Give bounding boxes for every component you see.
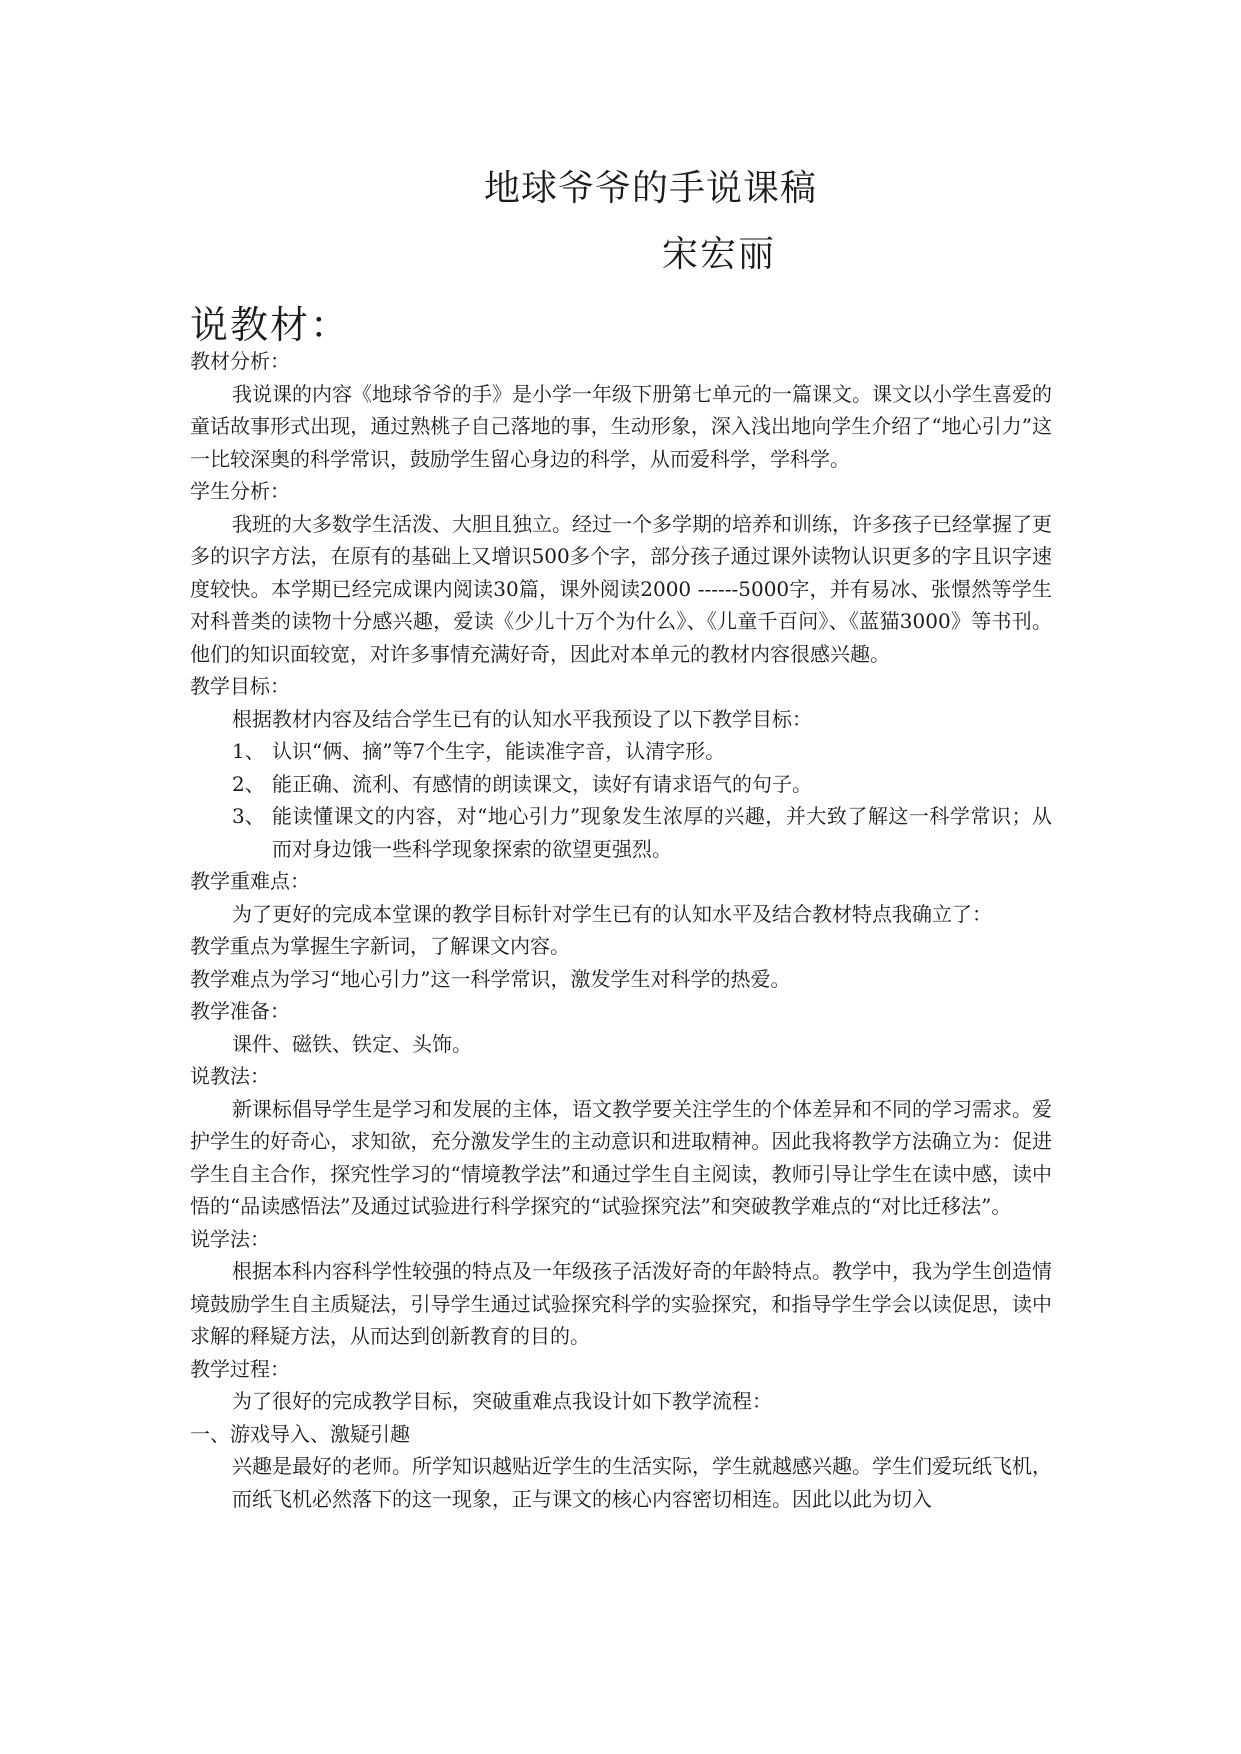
section-heading: 说教材：	[190, 303, 351, 347]
document-body	[190, 345, 1052, 1515]
process-step1-text: 兴趣是最好的老师。所学知识越贴近学生的生活实际，学生就越感兴趣。学生们爱玩纸飞机，而纸飞机必然落下的这一现象，正与课文的核心内容密切相连。因此以此为切入	[232, 1454, 1052, 1511]
learning-method-label: 说学法：	[190, 1226, 270, 1251]
key-point-text: 教学重点为掌握生字新词，了解课文内容。	[190, 934, 570, 958]
student-analysis-text: 我班的大多数学生活泼、大胆且独立。经过一个多学期的培养和训练，许多孩子已经掌握了更多的识字方法，在原有的基础上又增识500多个字，部分孩子通过课外读物认识更多的字且识字速度较快。本学期已经完成课内阅读30篇，课外阅读2000 ------5000字，并有易冰、张憬然等学生对科普类的读物十分感兴趣，爱读《少儿十万个为什么》、《儿童千百问》、《蓝猫3000》等书刊。他们的知识面较宽，对许多事情充满好奇，因此对本单元的教材内容很感兴趣。	[190, 511, 1052, 666]
author-name: 宋宏丽	[662, 234, 777, 275]
process-label: 教学过程：	[190, 1356, 290, 1381]
teaching-goals-label: 教学目标：	[190, 674, 290, 698]
key-points-label: 教学重难点：	[190, 869, 310, 893]
goal-item	[190, 768, 1052, 801]
goal-number: 3、	[232, 804, 265, 828]
textbook-analysis-text: 我说课的内容《地球爷爷的手》是小学一年级下册第七单元的一篇课文。课文以小学生喜爱的童话故事形式出现，通过熟桃子自己落地的事，生动形象，深入浅出地向学生介绍了“地心引力”这一比较深奥的科学常识，鼓励学生留心身边的科学，从而爱科学，学科学。	[190, 381, 1052, 471]
difficult-point-text: 教学难点为学习“地心引力”这一科学常识，激发学生对科学的热爱。	[190, 966, 791, 991]
process-intro: 为了很好的完成教学目标，突破重难点我设计如下教学流程：	[232, 1389, 772, 1413]
learning-method-text: 根据本科内容科学性较强的特点及一年级孩子活泼好奇的年龄特点。教学中，我为学生创造情境鼓励学生自主质疑法，引导学生通过试验探究科学的实验探究，和指导学生学会以读促思，读中求解的释疑方法，从而达到创新教育的目的。	[190, 1259, 1052, 1348]
textbook-analysis-label: 教材分析：	[190, 349, 290, 373]
preparation-text: 课件、磁铁、铁定、头饰。	[232, 1031, 472, 1056]
teaching-method-text: 新课标倡导学生是学习和发展的主体，语文教学要关注学生的个体差异和不同的学习需求。爱护学生的好奇心，求知欲，充分激发学生的主动意识和进取精神。因此我将教学方法确立为：促进学生自主合作，探究性学习的“情境教学法”和通过学生自主阅读，教师引导让学生在读中感，读中悟的“品读感悟法”及通过试验进行科学探究的“试验探究法”和突破教学难点的“对比迁移法”。	[190, 1096, 1052, 1218]
key-points-text: 为了更好的完成本堂课的教学目标针对学生已有的认知水平及结合教材特点我确立了：	[232, 901, 992, 926]
goal-item	[190, 735, 1052, 768]
teaching-goals-intro: 根据教材内容及结合学生已有的认知水平我预设了以下教学目标：	[232, 706, 812, 731]
preparation-label: 教学准备：	[190, 999, 290, 1023]
teaching-method-label: 说教法：	[190, 1064, 270, 1088]
goal-text: 认识“俩、摘”等7个生字，能读准字音，认清字形。	[272, 739, 726, 763]
goal-number: 1、	[232, 739, 265, 763]
goal-item	[190, 800, 1052, 865]
student-analysis-label: 学生分析：	[190, 479, 290, 503]
goal-text: 能读懂课文的内容，对“地心引力”现象发生浓厚的兴趣，并大致了解这一科学常识；从而对身边饿一些科学现象探索的欲望更强烈。	[272, 804, 1052, 861]
goal-number: 2、	[232, 771, 265, 796]
goal-text: 能正确、流利、有感情的朗读课文，读好有请求语气的句子。	[272, 771, 812, 796]
document-title: 地球爷爷的手说课稿	[483, 168, 817, 209]
process-step1-title: 一、游戏导入、激疑引趣	[190, 1421, 410, 1446]
